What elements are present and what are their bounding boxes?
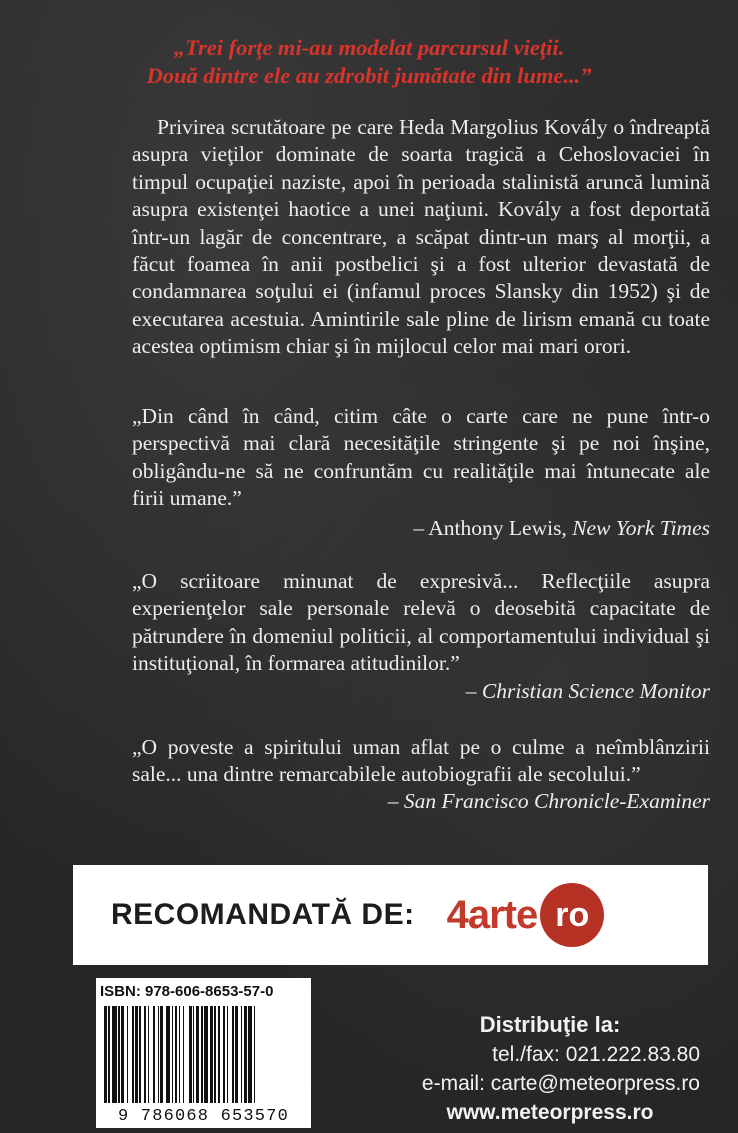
distribution-title: Distribuţie la:	[479, 1012, 621, 1037]
review-attribution-2	[466, 678, 710, 705]
barcode-digits: 9 786068 653570	[96, 1107, 311, 1126]
distribution-website: www.meteorpress.ro	[446, 1101, 654, 1124]
isbn-number: ISBN: 978-606-8653-57-0	[100, 983, 274, 1000]
logo-text: 4arte	[446, 892, 538, 937]
review-source-1: New York Times	[572, 516, 710, 540]
review-quote-3: „O poveste a spiritului uman aflat pe o culme a neîmblânzirii sale... una dintre remarcabilele autobiografii ale secolului.”	[132, 735, 710, 787]
distribution-phone: tel./fax: 021.222.83.80	[492, 1043, 700, 1066]
4arte-logo	[447, 883, 605, 947]
review-author-1: – Anthony Lewis,	[413, 516, 573, 540]
barcode-image	[104, 1006, 303, 1103]
review-quote-1: „Din când în când, citim câte o carte care ne pune într-o perspectivă mai clară necesităţile stringente şi pe noi înşine, obligându-ne să ne confruntăm cu realităţile mai întunecate ale firii umane.”	[132, 404, 710, 511]
review-attribution-3: – San Francisco Chronicle-Examiner	[387, 789, 710, 813]
isbn-block	[96, 978, 311, 1128]
distribution-info	[360, 1010, 700, 1128]
recommendation-banner	[73, 865, 708, 965]
distribution-email: e-mail: carte@meteorpress.ro	[421, 1072, 700, 1095]
banner-label: RECOMANDATĂ DE:	[111, 898, 415, 931]
tagline-quote	[0, 34, 738, 90]
review-quote-2: „O scriitoare minunat de expresivă... Reflecţiile asupra experienţelor sale personale relevă o deosebită capacitate de pătrundere în domeniul politicii, al comportamentului individual şi instituţional, în formarea atitudinilor.”	[132, 569, 710, 676]
intro-paragraph: Privirea scrutătoare pe care Heda Margolius Kovály o îndreaptă asupra vieţilor dominate de soarta tragică a Cehoslovaciei în timpul ocupaţiei naziste, apoi în perioada stalinistă aruncă lumină asupra existenţei haotice a unei naţiuni. Kovály a fost deportată într-un lagăr de concentrare, a scăpat dintr-un marş al morţii, a făcut foamea în anii postbelici şi a fost ulterior devastată de condamnarea soţului ei (infamul proces Slansky din 1952) şi de executarea acestuia. Amintirile sale pline de lirism emană cu toate acestea optimism chiar şi în mijlocul celor mai mari orori.	[132, 115, 710, 359]
tagline-line-1: „Trei forţe mi-au modelat parcursul vieţii.	[173, 35, 565, 60]
review-source-2: – Christian Science Monitor	[465, 679, 710, 703]
review-attribution-1	[413, 515, 710, 542]
tagline-line-2: Două dintre ele au zdrobit jumătate din lume...”	[146, 63, 592, 88]
logo-circle: ro	[540, 883, 604, 947]
